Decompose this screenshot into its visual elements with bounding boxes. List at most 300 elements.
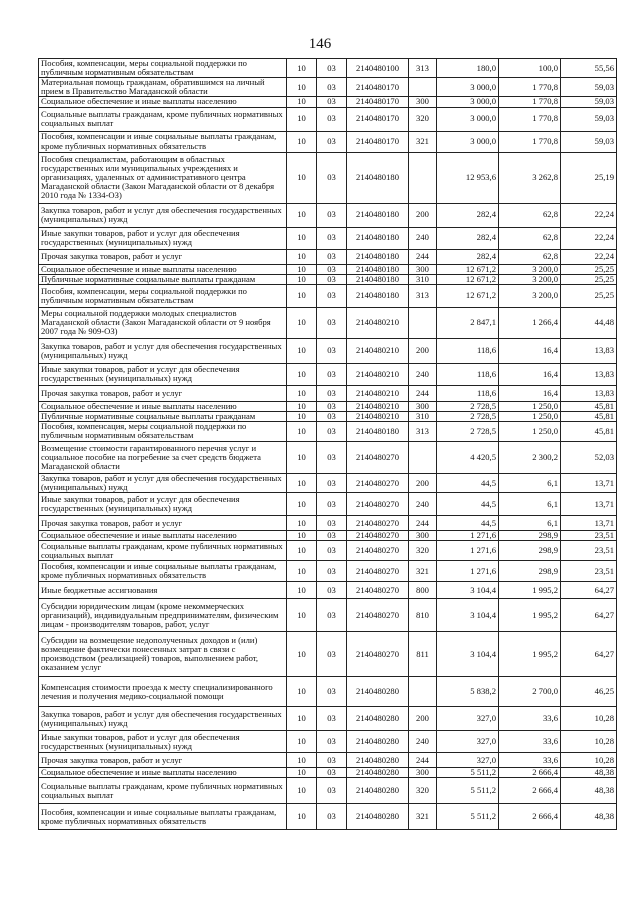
cell-target-article: 2140480270	[347, 441, 409, 473]
cell-plan: 118,6	[437, 363, 499, 385]
cell-subsection: 03	[317, 411, 347, 421]
table-row	[39, 599, 617, 632]
cell-name: Пособия, компенсации, меры социальной поддержки по публичным нормативным обязательствам	[39, 284, 287, 307]
cell-target-article: 2140480180	[347, 249, 409, 264]
cell-name: Пособия, компенсации, меры социальной поддержки по публичным нормативным обязательствам	[39, 59, 287, 78]
cell-executed: 33,6	[499, 707, 561, 731]
cell-name: Социальное обеспечение и иные выплаты населению	[39, 768, 287, 778]
cell-target-article: 2140480210	[347, 401, 409, 411]
cell-name: Иные бюджетные ассигнования	[39, 582, 287, 599]
cell-section: 10	[287, 531, 317, 541]
budget-table	[38, 58, 617, 830]
cell-percent: 44,48	[561, 307, 617, 338]
cell-subsection: 03	[317, 107, 347, 131]
table-row	[39, 632, 617, 677]
cell-target-article: 2140480280	[347, 768, 409, 778]
cell-percent: 48,38	[561, 768, 617, 778]
cell-plan: 2 728,5	[437, 421, 499, 441]
cell-executed: 1 266,4	[499, 307, 561, 338]
cell-target-article: 2140480270	[347, 516, 409, 531]
cell-section: 10	[287, 473, 317, 492]
cell-executed: 6,1	[499, 516, 561, 531]
cell-subsection: 03	[317, 541, 347, 561]
cell-expense-type: 320	[409, 778, 437, 804]
cell-percent: 59,03	[561, 78, 617, 97]
cell-subsection: 03	[317, 385, 347, 401]
cell-name: Пособия, компенсация, меры социальной поддержки по публичным нормативным обязательствам	[39, 421, 287, 441]
cell-expense-type: 800	[409, 582, 437, 599]
cell-expense-type: 244	[409, 516, 437, 531]
cell-subsection: 03	[317, 632, 347, 677]
table-row	[39, 731, 617, 753]
cell-expense-type: 321	[409, 131, 437, 152]
cell-target-article: 2140480280	[347, 707, 409, 731]
cell-executed: 2 666,4	[499, 778, 561, 804]
cell-section: 10	[287, 363, 317, 385]
cell-section: 10	[287, 778, 317, 804]
cell-subsection: 03	[317, 804, 347, 830]
cell-executed: 1 770,8	[499, 131, 561, 152]
cell-subsection: 03	[317, 249, 347, 264]
table-row	[39, 78, 617, 97]
cell-target-article: 2140480270	[347, 582, 409, 599]
cell-expense-type: 811	[409, 632, 437, 677]
cell-plan: 12 671,2	[437, 274, 499, 284]
cell-subsection: 03	[317, 152, 347, 203]
cell-percent: 45,81	[561, 411, 617, 421]
cell-subsection: 03	[317, 338, 347, 363]
cell-section: 10	[287, 421, 317, 441]
cell-subsection: 03	[317, 227, 347, 249]
cell-subsection: 03	[317, 582, 347, 599]
cell-name: Материальная помощь гражданам, обратившимся на личный прием в Правительство Магаданской области	[39, 78, 287, 97]
table-row	[39, 338, 617, 363]
cell-subsection: 03	[317, 493, 347, 516]
cell-percent: 59,03	[561, 107, 617, 131]
cell-target-article: 2140480210	[347, 411, 409, 421]
cell-plan: 282,4	[437, 249, 499, 264]
cell-plan: 12 953,6	[437, 152, 499, 203]
cell-target-article: 2140480270	[347, 493, 409, 516]
cell-percent: 48,38	[561, 804, 617, 830]
cell-plan: 44,5	[437, 493, 499, 516]
cell-percent: 13,71	[561, 473, 617, 492]
cell-plan: 5 511,2	[437, 804, 499, 830]
cell-section: 10	[287, 707, 317, 731]
cell-executed: 1 250,0	[499, 401, 561, 411]
cell-plan: 5 511,2	[437, 778, 499, 804]
cell-section: 10	[287, 78, 317, 97]
cell-plan: 5 838,2	[437, 677, 499, 707]
cell-plan: 282,4	[437, 203, 499, 227]
cell-plan: 5 511,2	[437, 768, 499, 778]
cell-executed: 1 770,8	[499, 107, 561, 131]
cell-target-article: 2140480170	[347, 97, 409, 107]
cell-plan: 327,0	[437, 753, 499, 768]
cell-name: Иные закупки товаров, работ и услуг для обеспечения государственных (муниципальных) нужд	[39, 731, 287, 753]
cell-target-article: 2140480270	[347, 531, 409, 541]
cell-expense-type: 810	[409, 599, 437, 632]
table-row	[39, 707, 617, 731]
cell-subsection: 03	[317, 531, 347, 541]
cell-subsection: 03	[317, 421, 347, 441]
cell-section: 10	[287, 385, 317, 401]
cell-expense-type: 244	[409, 385, 437, 401]
cell-section: 10	[287, 401, 317, 411]
cell-name: Социальные выплаты гражданам, кроме публичных нормативных социальных выплат	[39, 107, 287, 131]
cell-target-article: 2140480210	[347, 363, 409, 385]
cell-executed: 298,9	[499, 541, 561, 561]
cell-executed: 3 200,0	[499, 284, 561, 307]
cell-target-article: 2140480210	[347, 338, 409, 363]
cell-subsection: 03	[317, 363, 347, 385]
cell-percent: 45,81	[561, 421, 617, 441]
cell-expense-type	[409, 441, 437, 473]
cell-name: Компенсация стоимости проезда к месту специализированного лечения и получения медико-социальной помощи	[39, 677, 287, 707]
cell-plan: 282,4	[437, 227, 499, 249]
cell-percent: 46,25	[561, 677, 617, 707]
cell-subsection: 03	[317, 441, 347, 473]
table-row	[39, 441, 617, 473]
cell-section: 10	[287, 59, 317, 78]
cell-expense-type	[409, 78, 437, 97]
cell-percent: 55,56	[561, 59, 617, 78]
cell-executed: 1 995,2	[499, 632, 561, 677]
cell-section: 10	[287, 107, 317, 131]
table-row	[39, 493, 617, 516]
cell-expense-type: 313	[409, 59, 437, 78]
cell-percent: 10,28	[561, 731, 617, 753]
cell-target-article: 2140480180	[347, 227, 409, 249]
cell-executed: 1 770,8	[499, 78, 561, 97]
table-row	[39, 264, 617, 274]
cell-executed: 16,4	[499, 363, 561, 385]
table-row	[39, 385, 617, 401]
cell-name: Иные закупки товаров, работ и услуг для обеспечения государственных (муниципальных) нужд	[39, 363, 287, 385]
table-row	[39, 107, 617, 131]
cell-subsection: 03	[317, 731, 347, 753]
cell-target-article: 2140480180	[347, 203, 409, 227]
table-row	[39, 753, 617, 768]
cell-section: 10	[287, 441, 317, 473]
cell-plan: 118,6	[437, 385, 499, 401]
cell-expense-type: 310	[409, 411, 437, 421]
cell-executed: 62,8	[499, 227, 561, 249]
cell-name: Меры социальной поддержки молодых специалистов Магаданской области (Закон Магаданской области от 9 ноября 2007 года № 909-ОЗ)	[39, 307, 287, 338]
cell-expense-type: 244	[409, 249, 437, 264]
table-row	[39, 531, 617, 541]
cell-subsection: 03	[317, 284, 347, 307]
cell-executed: 3 200,0	[499, 264, 561, 274]
cell-subsection: 03	[317, 274, 347, 284]
cell-expense-type	[409, 152, 437, 203]
cell-section: 10	[287, 307, 317, 338]
cell-plan: 4 420,5	[437, 441, 499, 473]
cell-subsection: 03	[317, 59, 347, 78]
cell-executed: 33,6	[499, 731, 561, 753]
cell-section: 10	[287, 249, 317, 264]
cell-name: Закупка товаров, работ и услуг для обеспечения государственных (муниципальных) нужд	[39, 338, 287, 363]
cell-subsection: 03	[317, 473, 347, 492]
cell-name: Пособия, компенсации и иные социальные выплаты гражданам, кроме публичных нормативных обязательств	[39, 131, 287, 152]
cell-executed: 2 666,4	[499, 768, 561, 778]
cell-name: Публичные нормативные социальные выплаты гражданам	[39, 411, 287, 421]
cell-percent: 13,83	[561, 338, 617, 363]
cell-percent: 22,24	[561, 227, 617, 249]
cell-executed: 16,4	[499, 385, 561, 401]
cell-section: 10	[287, 284, 317, 307]
cell-name: Субсидии юридическим лицам (кроме некоммерческих организаций), индивидуальным предпринимателям, физическим лицам - производителям товаров, работ, услуг	[39, 599, 287, 632]
cell-subsection: 03	[317, 401, 347, 411]
table-row	[39, 363, 617, 385]
cell-executed: 1 250,0	[499, 421, 561, 441]
cell-section: 10	[287, 731, 317, 753]
cell-target-article: 2140480170	[347, 131, 409, 152]
cell-expense-type: 320	[409, 107, 437, 131]
table-row	[39, 274, 617, 284]
cell-executed: 6,1	[499, 473, 561, 492]
cell-plan: 1 271,6	[437, 541, 499, 561]
cell-name: Публичные нормативные социальные выплаты гражданам	[39, 274, 287, 284]
cell-plan: 2 728,5	[437, 411, 499, 421]
cell-expense-type: 321	[409, 804, 437, 830]
cell-target-article: 2140480180	[347, 284, 409, 307]
cell-target-article: 2140480280	[347, 731, 409, 753]
cell-expense-type: 321	[409, 561, 437, 582]
cell-section: 10	[287, 768, 317, 778]
table-row	[39, 768, 617, 778]
cell-target-article: 2140480180	[347, 264, 409, 274]
cell-name: Прочая закупка товаров, работ и услуг	[39, 516, 287, 531]
table-row	[39, 401, 617, 411]
cell-target-article: 2140480180	[347, 421, 409, 441]
cell-plan: 327,0	[437, 707, 499, 731]
cell-plan: 3 000,0	[437, 131, 499, 152]
cell-name: Субсидии на возмещение недополученных доходов и (или) возмещение фактически понесенных затрат в связи с производством (реализацией) товаров, выполнением работ, оказанием услуг	[39, 632, 287, 677]
cell-plan: 3 104,4	[437, 599, 499, 632]
cell-target-article: 2140480210	[347, 385, 409, 401]
cell-percent: 23,51	[561, 541, 617, 561]
cell-percent: 45,81	[561, 401, 617, 411]
cell-plan: 3 000,0	[437, 78, 499, 97]
cell-name: Пособия, компенсации и иные социальные выплаты гражданам, кроме публичных нормативных обязательств	[39, 561, 287, 582]
cell-executed: 1 770,8	[499, 97, 561, 107]
cell-executed: 62,8	[499, 249, 561, 264]
cell-name: Пособия специалистам, работающим в областных государственных или муниципальных учреждениях и организациях, удаленных от административного центра Магаданской области (Закон Магаданской области от 8 декабря 2010 года № 1334-ОЗ)	[39, 152, 287, 203]
table-row	[39, 677, 617, 707]
cell-percent: 23,51	[561, 561, 617, 582]
cell-executed: 1 995,2	[499, 582, 561, 599]
page-number: 146	[308, 36, 332, 52]
cell-section: 10	[287, 411, 317, 421]
cell-section: 10	[287, 677, 317, 707]
cell-target-article: 2140480180	[347, 152, 409, 203]
cell-name: Социальное обеспечение и иные выплаты населению	[39, 264, 287, 274]
cell-percent: 64,27	[561, 632, 617, 677]
cell-percent: 52,03	[561, 441, 617, 473]
cell-executed: 16,4	[499, 338, 561, 363]
cell-percent: 10,28	[561, 753, 617, 768]
cell-section: 10	[287, 227, 317, 249]
cell-percent: 13,83	[561, 363, 617, 385]
table-row	[39, 227, 617, 249]
cell-plan: 3 104,4	[437, 582, 499, 599]
table-body	[39, 59, 617, 830]
cell-target-article: 2140480180	[347, 274, 409, 284]
cell-subsection: 03	[317, 78, 347, 97]
cell-section: 10	[287, 493, 317, 516]
cell-executed: 298,9	[499, 531, 561, 541]
cell-plan: 12 671,2	[437, 284, 499, 307]
cell-name: Иные закупки товаров, работ и услуг для обеспечения государственных (муниципальных) нужд	[39, 493, 287, 516]
cell-expense-type: 300	[409, 531, 437, 541]
table-row	[39, 582, 617, 599]
cell-subsection: 03	[317, 599, 347, 632]
cell-target-article: 2140480170	[347, 107, 409, 131]
table-row	[39, 561, 617, 582]
cell-expense-type: 200	[409, 203, 437, 227]
table-row	[39, 307, 617, 338]
cell-target-article: 2140480170	[347, 78, 409, 97]
cell-expense-type: 200	[409, 338, 437, 363]
cell-subsection: 03	[317, 707, 347, 731]
cell-name: Закупка товаров, работ и услуг для обеспечения государственных (муниципальных) нужд	[39, 473, 287, 492]
cell-executed: 3 200,0	[499, 274, 561, 284]
cell-section: 10	[287, 203, 317, 227]
cell-plan: 3 104,4	[437, 632, 499, 677]
cell-expense-type: 200	[409, 707, 437, 731]
cell-target-article: 2140480280	[347, 677, 409, 707]
cell-expense-type: 240	[409, 363, 437, 385]
cell-target-article: 2140480100	[347, 59, 409, 78]
cell-name: Закупка товаров, работ и услуг для обеспечения государственных (муниципальных) нужд	[39, 203, 287, 227]
cell-name: Прочая закупка товаров, работ и услуг	[39, 385, 287, 401]
cell-name: Прочая закупка товаров, работ и услуг	[39, 249, 287, 264]
cell-expense-type: 320	[409, 541, 437, 561]
cell-expense-type: 244	[409, 753, 437, 768]
cell-executed: 2 700,0	[499, 677, 561, 707]
cell-target-article: 2140480280	[347, 778, 409, 804]
cell-plan: 2 847,1	[437, 307, 499, 338]
cell-executed: 298,9	[499, 561, 561, 582]
cell-executed: 1 250,0	[499, 411, 561, 421]
cell-subsection: 03	[317, 203, 347, 227]
table-row	[39, 421, 617, 441]
cell-section: 10	[287, 338, 317, 363]
cell-name: Прочая закупка товаров, работ и услуг	[39, 753, 287, 768]
cell-percent: 13,83	[561, 385, 617, 401]
cell-executed: 62,8	[499, 203, 561, 227]
cell-expense-type: 240	[409, 493, 437, 516]
cell-percent: 10,28	[561, 707, 617, 731]
cell-name: Закупка товаров, работ и услуг для обеспечения государственных (муниципальных) нужд	[39, 707, 287, 731]
table-row	[39, 778, 617, 804]
cell-plan: 180,0	[437, 59, 499, 78]
cell-name: Социальные выплаты гражданам, кроме публичных нормативных социальных выплат	[39, 541, 287, 561]
cell-expense-type: 300	[409, 768, 437, 778]
cell-executed: 3 262,8	[499, 152, 561, 203]
cell-subsection: 03	[317, 516, 347, 531]
cell-target-article: 2140480270	[347, 541, 409, 561]
cell-plan: 3 000,0	[437, 107, 499, 131]
cell-expense-type: 240	[409, 227, 437, 249]
cell-section: 10	[287, 753, 317, 768]
cell-percent: 23,51	[561, 531, 617, 541]
cell-section: 10	[287, 131, 317, 152]
cell-expense-type	[409, 677, 437, 707]
cell-subsection: 03	[317, 307, 347, 338]
table-row	[39, 59, 617, 78]
cell-expense-type: 310	[409, 274, 437, 284]
table-row	[39, 131, 617, 152]
table-row	[39, 284, 617, 307]
cell-percent: 64,27	[561, 582, 617, 599]
cell-section: 10	[287, 541, 317, 561]
cell-section: 10	[287, 152, 317, 203]
cell-name: Социальное обеспечение и иные выплаты населению	[39, 97, 287, 107]
cell-target-article: 2140480280	[347, 804, 409, 830]
cell-expense-type: 313	[409, 421, 437, 441]
cell-section: 10	[287, 632, 317, 677]
cell-plan: 118,6	[437, 338, 499, 363]
cell-expense-type: 300	[409, 264, 437, 274]
cell-executed: 2 300,2	[499, 441, 561, 473]
table-row	[39, 541, 617, 561]
cell-plan: 44,5	[437, 473, 499, 492]
table-row	[39, 152, 617, 203]
cell-percent: 59,03	[561, 97, 617, 107]
cell-executed: 2 666,4	[499, 804, 561, 830]
cell-percent: 64,27	[561, 599, 617, 632]
cell-expense-type: 240	[409, 731, 437, 753]
cell-subsection: 03	[317, 561, 347, 582]
cell-name: Возмещение стоимости гарантированного перечня услуг и социальное пособие на погребение за счет средств бюджета Магаданской области	[39, 441, 287, 473]
cell-plan: 44,5	[437, 516, 499, 531]
cell-percent: 25,25	[561, 284, 617, 307]
cell-subsection: 03	[317, 131, 347, 152]
cell-percent: 22,24	[561, 203, 617, 227]
cell-percent: 13,71	[561, 516, 617, 531]
cell-name: Пособия, компенсации и иные социальные выплаты гражданам, кроме публичных нормативных обязательств	[39, 804, 287, 830]
cell-expense-type: 313	[409, 284, 437, 307]
table-row	[39, 411, 617, 421]
cell-target-article: 2140480270	[347, 473, 409, 492]
cell-percent: 22,24	[561, 249, 617, 264]
cell-expense-type: 300	[409, 97, 437, 107]
cell-percent: 25,19	[561, 152, 617, 203]
cell-section: 10	[287, 97, 317, 107]
table-row	[39, 804, 617, 830]
table-row	[39, 97, 617, 107]
cell-subsection: 03	[317, 768, 347, 778]
cell-section: 10	[287, 264, 317, 274]
cell-target-article: 2140480270	[347, 632, 409, 677]
cell-name: Иные закупки товаров, работ и услуг для обеспечения государственных (муниципальных) нужд	[39, 227, 287, 249]
cell-section: 10	[287, 599, 317, 632]
cell-name: Социальные выплаты гражданам, кроме публичных нормативных социальных выплат	[39, 778, 287, 804]
cell-section: 10	[287, 582, 317, 599]
cell-expense-type: 300	[409, 401, 437, 411]
cell-executed: 1 995,2	[499, 599, 561, 632]
cell-section: 10	[287, 516, 317, 531]
cell-section: 10	[287, 561, 317, 582]
cell-name: Социальное обеспечение и иные выплаты населению	[39, 401, 287, 411]
cell-plan: 1 271,6	[437, 561, 499, 582]
cell-name: Социальное обеспечение и иные выплаты населению	[39, 531, 287, 541]
cell-target-article: 2140480280	[347, 753, 409, 768]
cell-percent: 48,38	[561, 778, 617, 804]
table-row	[39, 516, 617, 531]
